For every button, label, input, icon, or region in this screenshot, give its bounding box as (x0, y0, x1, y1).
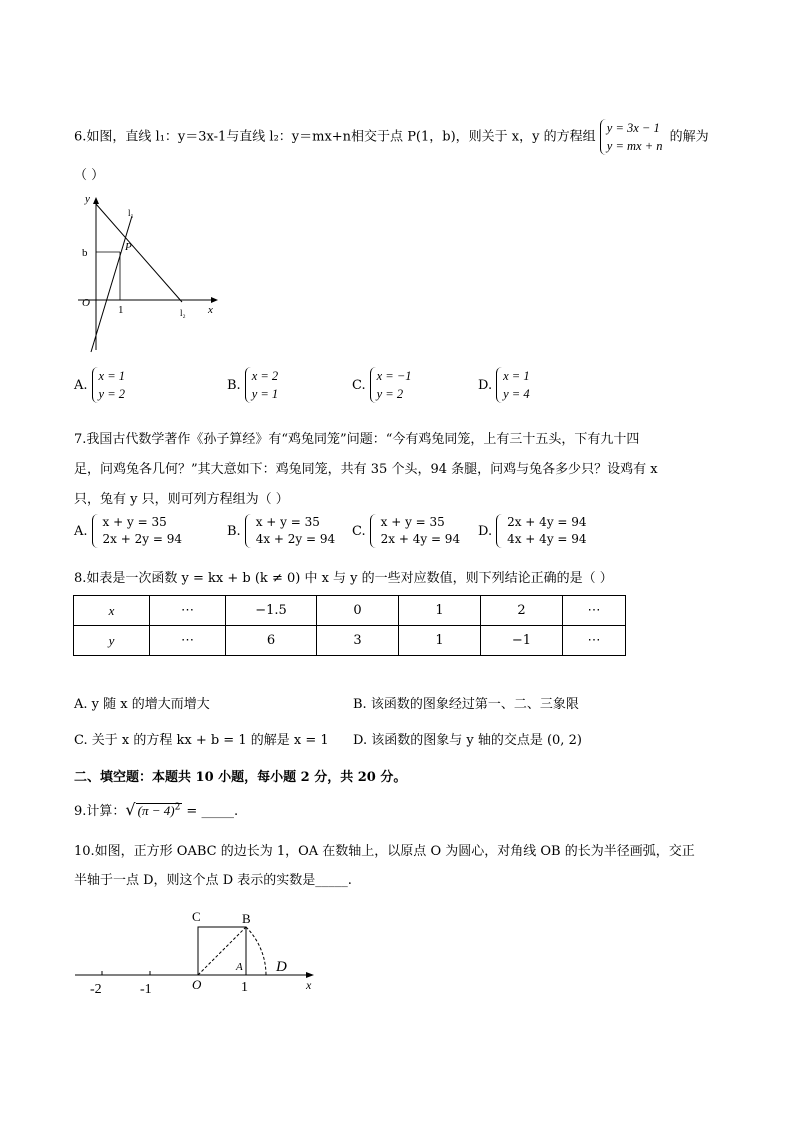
q6-option-b-line2: y = 1 (251, 387, 279, 401)
q6-option-d-line1: x = 1 (503, 369, 530, 383)
q6-option-d[interactable] (478, 367, 533, 403)
table-row (74, 596, 626, 626)
table-cell: ⋯ (150, 626, 226, 656)
q6-b-label: b (82, 247, 88, 259)
q6-option-a-label: A. (74, 377, 88, 393)
q6-system-line2: y = mx + n (606, 139, 663, 153)
q6-option-c[interactable] (352, 367, 415, 403)
q7-option-d-label: D. (478, 523, 493, 539)
q7-option-b[interactable] (227, 514, 338, 548)
q8-option-d[interactable]: D. 该函数的图象与 y 轴的交点是 (0, 2) (353, 733, 582, 748)
table-cell: 1 (399, 626, 481, 656)
q7-option-a-line2: 2x + 2y = 94 (102, 532, 182, 546)
q6-graph (70, 190, 230, 360)
q6-stem-text: 6.如图，直线 l₁：y＝3x-1与直线 l₂：y＝mx+n相交于点 P(1，b)，则关于 x，y 的方程组 (74, 129, 596, 145)
q6-option-c-line1: x = −1 (376, 369, 412, 383)
table-cell: ⋯ (563, 596, 626, 626)
q7-option-d-line2: 4x + 4y = 94 (507, 532, 587, 546)
q9-line (74, 800, 238, 819)
q6-option-b[interactable] (227, 367, 281, 403)
q7-option-c-line2: 2x + 4y = 94 (380, 532, 461, 546)
q6-option-d-label: D. (478, 377, 493, 393)
q7-option-c-line1: x + y = 35 (380, 515, 445, 529)
q6-line-l1 (91, 216, 132, 352)
q10-label-c: C (192, 909, 201, 924)
table-cell: 3 (317, 626, 399, 656)
q6-option-c-line2: y = 2 (376, 387, 404, 401)
q6-answer-paren: （ ） (74, 168, 105, 183)
q6-option-a-line1: x = 1 (98, 369, 126, 383)
q10-label-a: A (236, 961, 243, 973)
table-cell: x (74, 596, 150, 626)
q7-option-b-line1: x + y = 35 (255, 515, 320, 529)
q6-option-a[interactable] (74, 367, 128, 403)
q6-x-arrow (211, 297, 218, 303)
q10-label-1: 1 (241, 980, 248, 995)
table-cell: −1.5 (226, 596, 317, 626)
q7-option-b-label: B. (227, 523, 241, 539)
q7-option-a-line1: x + y = 35 (102, 515, 167, 529)
q6-l2-label: l₂ (180, 308, 186, 318)
q9-radicand-wrap (136, 803, 183, 819)
q10-line2: 半轴于一点 D，则这个点 D 表示的实数是_____. (74, 873, 352, 888)
table-cell: ⋯ (563, 626, 626, 656)
q8-option-c[interactable]: C. 关于 x 的方程 kx + b = 1 的解是 x = 1 (74, 733, 329, 748)
q8-option-b[interactable]: B. 该函数的图象经过第一、二、三象限 (353, 697, 579, 712)
q10-number-line-figure (70, 905, 330, 1005)
q6-p-label: P (125, 241, 132, 253)
q10-label-d: D (276, 959, 287, 975)
q6-x-label: x (208, 304, 213, 316)
q9-exponent: 2 (174, 802, 181, 813)
q7-line2: 足，问鸡兔各几何？”其大意如下：鸡兔同笼，共有 35 个头，94 条腿，问鸡与兔各多少只？设鸡有 x (74, 462, 658, 477)
table-cell: 6 (226, 626, 317, 656)
q10-label-b: B (242, 911, 251, 926)
q10-label-o: O (192, 977, 202, 992)
table-cell: ⋯ (150, 596, 226, 626)
q7-option-d-line1: 2x + 4y = 94 (507, 515, 587, 529)
q7-option-d[interactable] (478, 514, 590, 548)
q6-option-a-line2: y = 2 (98, 387, 126, 401)
q7-option-c-label: C. (352, 523, 366, 539)
q6-origin-label: O (82, 297, 90, 309)
q9-prefix: 9.计算： (74, 804, 126, 819)
q8-option-a[interactable]: A. y 随 x 的增大而增大 (74, 697, 210, 712)
sqrt-icon: √ (125, 800, 136, 819)
q7-option-a[interactable] (74, 514, 185, 548)
q6-stem-end: 的解为 (669, 129, 709, 145)
q6-option-c-label: C. (352, 377, 366, 393)
q7-option-c[interactable] (352, 514, 463, 548)
table-cell: 0 (317, 596, 399, 626)
q8-stem: 8.如表是一次函数 y = kx + b (k ≠ 0) 中 x 与 y 的一些对应数值，则下列结论正确的是（ ） (74, 571, 613, 586)
q6-one-label: 1 (118, 304, 124, 316)
table-cell: 1 (399, 596, 481, 626)
q6-option-b-label: B. (227, 377, 241, 393)
q10-label-m2: -2 (90, 982, 102, 997)
q10-label-x: x (306, 978, 312, 992)
q7-line1: 7.我国古代数学著作《孙子算经》有“鸡兔同笼”问题：“今有鸡兔同笼，上有三十五头，下有九十四 (74, 432, 640, 447)
q7-option-b-line2: 4x + 2y = 94 (255, 532, 336, 546)
table-cell: y (74, 626, 150, 656)
table-cell: 2 (481, 596, 563, 626)
q10-arc (246, 927, 266, 975)
q6-option-d-line2: y = 4 (503, 387, 530, 401)
q6-system-line1: y = 3x − 1 (606, 121, 660, 135)
q7-line3: 只，兔有 y 只，则可列方程组为（ ） (74, 492, 289, 507)
q10-line1: 10.如图，正方形 OABC 的边长为 1，OA 在数轴上，以原点 O 为圆心，对角线 OB 的长为半径画弧，交正 (74, 844, 695, 859)
q9-radicand: (π − 4) (137, 803, 175, 818)
q6-option-b-line1: x = 2 (251, 369, 279, 383)
q6-l1-label: l₁ (128, 208, 134, 218)
table-cell: −1 (481, 626, 563, 656)
q8-value-table (73, 595, 626, 656)
q6-y-arrow (93, 197, 99, 204)
q6-y-label: y (85, 193, 90, 205)
q10-label-m1: -1 (140, 982, 152, 997)
table-row (74, 626, 626, 656)
q9-suffix: = _____. (182, 804, 239, 819)
q6-stem (74, 119, 709, 155)
q6-line-l2 (96, 204, 182, 302)
q7-option-a-label: A. (74, 523, 88, 539)
q6-equation-system (600, 119, 666, 155)
section-title: 二、填空题：本题共 10 小题，每小题 2 分，共 20 分。 (74, 770, 407, 785)
